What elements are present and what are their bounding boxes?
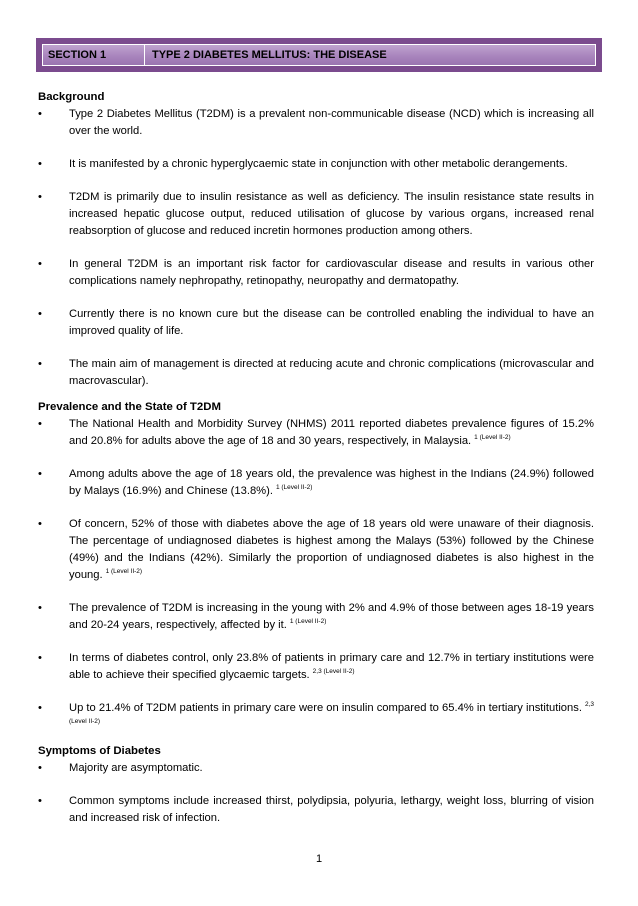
bullet-glyph: • — [38, 795, 42, 807]
list-item-text: Majority are asymptomatic. — [69, 762, 203, 774]
bullet-glyph: • — [38, 308, 42, 320]
list-item-text: The National Health and Morbidity Survey (NHMS) 2011 reported diabetes prevalence figures of 15.2% and 20.8% for adults above the age of 18 and 30 years, respectively, in Malaysia. — [69, 418, 594, 447]
list-item — [38, 156, 594, 173]
reference-level: 1 (Level II-2) — [275, 484, 313, 491]
reference-level: 1 (Level II-2) — [289, 618, 327, 625]
list-item-text: The prevalence of T2DM is increasing in the young with 2% and 4.9% of those between ages 18-19 years and 20-24 years, respectively, affected by it. — [69, 602, 594, 631]
reference-level: 2,3 (Level II-2) — [69, 701, 594, 725]
list-item — [38, 650, 594, 684]
heading-background: Background — [38, 91, 105, 103]
document-body — [38, 89, 594, 836]
section-header — [36, 38, 602, 72]
list-item — [38, 516, 594, 584]
list-item — [38, 793, 594, 827]
list-item-text: In terms of diabetes control, only 23.8% of patients in primary care and 12.7% in tertiary institutions were able to achieve their specified glycaemic targets. — [69, 652, 594, 681]
bullet-glyph: • — [38, 191, 42, 203]
heading-prevalence: Prevalence and the State of T2DM — [38, 401, 221, 413]
list-item-text: T2DM is primarily due to insulin resistance as well as deficiency. The insulin resistance state results in increased hepatic glucose output, reduced utilisation of glucose by various organs, increased renal reabsorption of glucose and reduced incretin hormones production among others. — [69, 191, 594, 237]
list-item — [38, 106, 594, 140]
heading-symptoms: Symptoms of Diabetes — [38, 745, 161, 757]
bullet-glyph: • — [38, 518, 42, 530]
list-item — [38, 416, 594, 450]
bullet-glyph: • — [38, 258, 42, 270]
list-item — [38, 256, 594, 290]
bullet-glyph: • — [38, 358, 42, 370]
page-number: 1 — [315, 853, 323, 865]
list-item — [38, 600, 594, 634]
reference-level: 1 (Level II-2) — [105, 568, 143, 575]
list-item-text: It is manifested by a chronic hyperglycaemic state in conjunction with other metabolic derangements. — [69, 158, 568, 170]
bullet-glyph: • — [38, 418, 42, 430]
list-item — [38, 700, 594, 734]
list-item-text: Common symptoms include increased thirst, polydipsia, polyuria, lethargy, weight loss, blurring of vision and increased risk of infection. — [69, 795, 594, 824]
bullet-glyph: • — [38, 762, 42, 774]
list-item-text: Type 2 Diabetes Mellitus (T2DM) is a prevalent non-communicable disease (NCD) which is increasing all over the world. — [69, 108, 594, 137]
list-item-text: In general T2DM is an important risk factor for cardiovascular disease and results in various other complications namely nephropathy, retinopathy, neuropathy and dermatopathy. — [69, 258, 594, 287]
list-item — [38, 306, 594, 340]
list-item-text: Of concern, 52% of those with diabetes above the age of 18 years old were unaware of their diagnosis. The percentage of undiagnosed diabetes is highest among the Malays (53%) followed by the Chinese (49%) and the Indians (42%). Similarly the proportion of undiagnosed diabetes is also highest in the young. — [69, 518, 594, 581]
list-item — [38, 760, 594, 777]
header-divider — [144, 45, 145, 65]
bullet-glyph: • — [38, 702, 42, 714]
section-header-inner — [42, 44, 596, 66]
bullet-glyph: • — [38, 652, 42, 664]
bullet-glyph: • — [38, 602, 42, 614]
background-list — [38, 106, 594, 390]
list-item-text: Up to 21.4% of T2DM patients in primary care were on insulin compared to 65.4% in tertiary institutions. — [69, 702, 582, 714]
list-item — [38, 356, 594, 390]
list-item — [38, 189, 594, 240]
bullet-glyph: • — [38, 468, 42, 480]
bullet-glyph: • — [38, 158, 42, 170]
list-item-text: Currently there is no known cure but the disease can be controlled enabling the individual to have an improved quality of life. — [69, 308, 594, 337]
reference-level: 1 (Level II-2) — [474, 434, 511, 441]
reference-level: 2,3 (Level II-2) — [312, 668, 355, 675]
section-title: TYPE 2 DIABETES MELLITUS: THE DISEASE — [152, 49, 387, 61]
list-item-text: Among adults above the age of 18 years old, the prevalence was highest in the Indians (24.9%) followed by Malays (16.9%) and Chinese (13.8%). — [69, 468, 594, 497]
bullet-glyph: • — [38, 108, 42, 120]
symptoms-list — [38, 760, 594, 827]
list-item-text: The main aim of management is directed at reducing acute and chronic complications (microvascular and macrovascular). — [69, 358, 594, 387]
list-item — [38, 466, 594, 500]
prevalence-list — [38, 416, 594, 734]
section-label: SECTION 1 — [48, 49, 107, 61]
